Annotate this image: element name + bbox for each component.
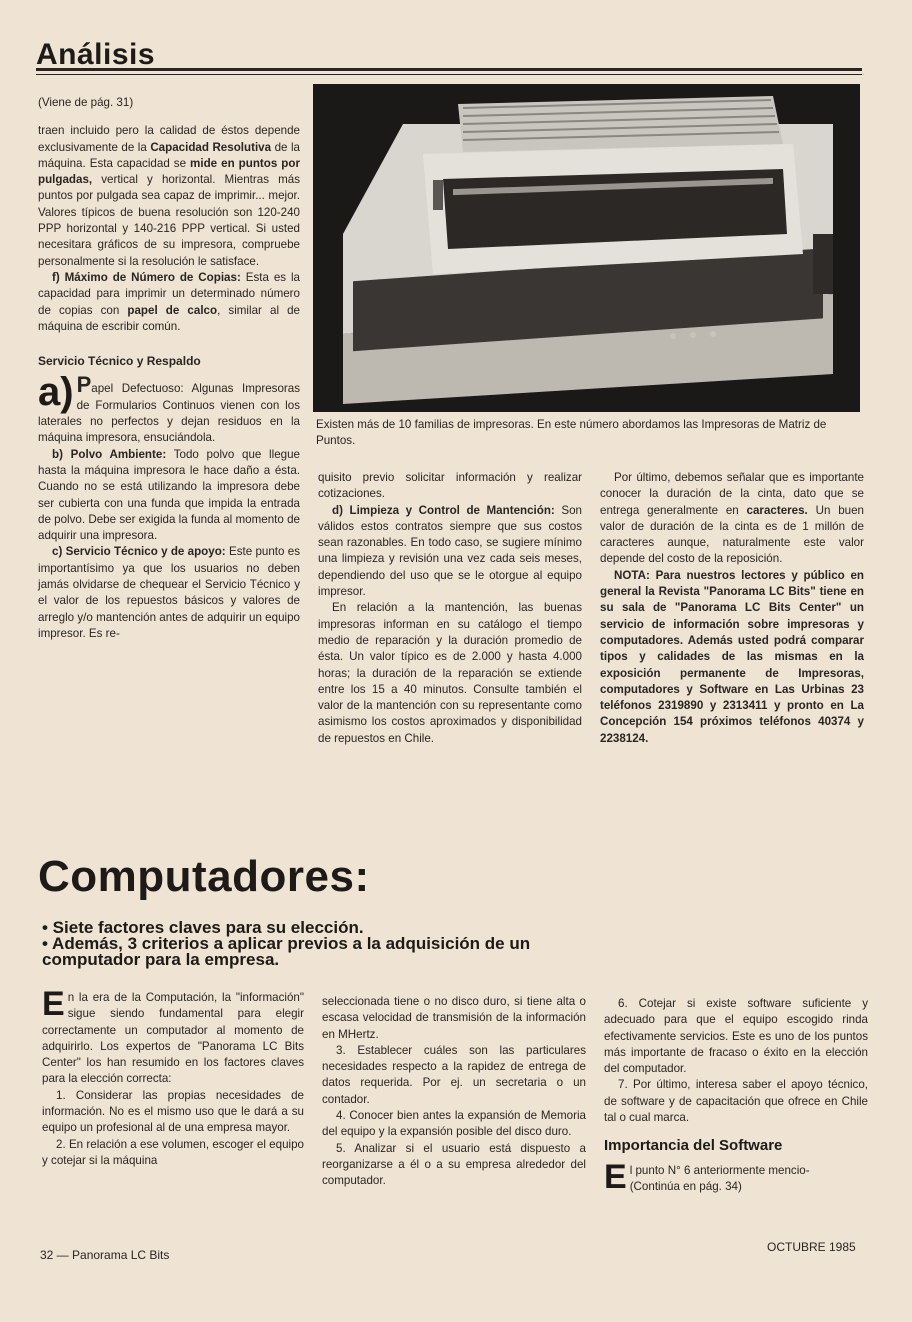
page-footer-right: OCTUBRE 1985 [767,1240,856,1254]
paragraph [600,470,864,568]
nota-paragraph: NOTA: Para nuestros lectores y público en general la Revista "Panorama LC Bits" tiene en su sala de "Panorama LC Bits Center" un servicio de información sobre impresoras y computadores. Además usted podrá comparar tipos y calidades de las mismas en la exposición permanente de Impresoras, computadores y Software en Las Urbinas 23 teléfonos 2319890 y 2313411 y pronto en La Concepción 154 próximos teléfonos 40374 y 2238124. [600,568,864,745]
text-bold: Capacidad Resolutiva [150,140,272,154]
text-bold: f) Máximo de Número de Copias: [52,270,241,284]
subheading: Servicio Técnico y Respaldo [38,354,201,369]
paragraph [38,447,300,545]
deck-bullet: • Siete factores claves para su elección. [42,918,364,937]
paragraph [318,503,582,601]
continued-on: (Continúa en pág. 34) [629,1179,742,1193]
text-bold: d) Limpieza y Control de Mantención: [332,503,555,517]
text: apel Defectuoso: Algunas Impresoras de Formularios Continuos vienen con los laterales no perfectos y dejan residuos en la máquina impresora, ensuciándola. [38,382,300,445]
text: traen incluido pero la calidad de éstos depende exclusivamente de la [38,124,300,154]
section-title: Análisis [36,38,156,71]
text: vertical y horizontal. Mientras más puntos por pulgada sea capaz de imprimir... mejor. Valores típicos de buena resolución son 120-240 PPP horizontal y 140-216 PPP vertical. Si usted necesitara gráficos de su impresora, compruebe personalmente si la resolución le satisface. [38,173,300,268]
subheading: Importancia del Software [604,1137,783,1155]
text-bold: caracteres. [746,503,808,517]
page-footer-left: 32 — Panorama LC Bits [40,1248,170,1262]
article-column-1 [42,985,304,1169]
article-column-3 [604,996,868,1195]
photo-caption: Existen más de 10 familias de impresoras. En este número abordamos las Impresoras de Matriz de Puntos. [316,418,827,447]
article-title: Computadores: [38,852,370,901]
paragraph: quisito previo solicitar información y realizar cotizaciones. [318,471,582,501]
article-column-2 [322,994,586,1190]
text: n la era de la Computación, la "información" sigue siendo fundamental para elegir correctamente un computador al momento de adquirirlo. Los expertos de "Panorama LC Bits Center" los han resumido en los factores claves para la elección correcta: [42,991,304,1086]
article-deck [42,920,602,968]
printer-illustration [313,84,860,412]
paragraph: 5. Analizar si el usuario está dispuesto a reorganizarse a él o a su empresa alrededor del computador. [322,1141,586,1188]
text-bold: c) Servicio Técnico y de apoyo: [52,545,226,559]
drop-cap: a) [38,370,74,415]
text: Esta es la capacidad para imprimir un determinado número de copias con [38,270,300,317]
paragraph: 2. En relación a ese volumen, escoger el equipo y cotejar si la máquina [42,1137,304,1167]
column-1 [38,95,300,642]
header-rule-thin [36,74,862,75]
text: Un buen valor de duración de la cinta es de 1 millón de caracteres aunque, naturalmente este valor depende del costo de la reposición. [600,503,864,566]
paragraph: 6. Cotejar si existe software suficiente y adecuado para que el equipo escogido rinda efectivamente servicios. Este es uno de los puntos más importante de fracaso o éxito en la elección del computador. [604,997,868,1076]
text: Por último, debemos señalar que es importante conocer la duración de la cinta, dato que se entrega generalmente en [600,471,864,517]
paragraph: seleccionada tiene o no disco duro, si tiene alta o escasa velocidad de transmisión de la información en MHertz. [322,995,586,1041]
text: l punto N° 6 anteriormente mencio- [629,1163,810,1177]
text: Todo polvo que llegue hasta la máquina impresora le hace daño a ésta. Cuando no se está utilizando la impresora debe ser cubierta con una funda que impida la entrada de polvo. Debe ser exigida la funda al momento de adquirir una impresora. [38,447,300,543]
paragraph [38,544,300,642]
paragraph [38,123,300,270]
paragraph: En relación a la mantención, las buenas impresoras informan en su catálogo el tiempo medio de reparación y la duración promedio de ésta. Un valor típico es de 2.000 y hasta 4.000 horas; la duración de la reparación se extiende entre los 15 a 40 minutos. Consulte también el valor de la mantención con su representante como asimismo los costos aproximados y disponibilidad de repuestos en Chile. [318,601,582,745]
paragraph: 4. Conocer bien antes la expansión de Memoria del equipo y la expansión posible del disco duro. [322,1109,586,1139]
continued-from: (Viene de pág. 31) [38,96,134,109]
initial-letter: P [76,372,92,398]
text-bold: papel de calco [127,303,218,317]
text: de la máquina. Esta capacidad se [38,140,300,170]
paragraph: 1. Considerar las propias necesidades de información. No es el mismo uso que le dará a su equipo un profesional al de una empresa mayor. [42,1088,304,1135]
paragraph [38,370,300,446]
text-bold: mide en puntos por pulgadas, [38,156,300,187]
paragraph: 7. Por último, interesa saber el apoyo técnico, de software y de capacitación que ofrece en Chile tal o cual marca. [604,1078,868,1125]
text: , similar al de máquina de escribir común. [38,303,301,333]
text-bold: b) Polvo Ambiente: [52,447,167,461]
drop-cap: E [42,985,65,1023]
text: Son válidos estos contratos siempre que sus costos sean razonables. En todo caso, se sugiere mínimo una limpieza y revisión una vez cada seis meses, dependiendo del uso que se le otorgue al equipo impresor. [318,503,582,599]
paragraph: 3. Establecer cuáles son las particulares necesidades respecto a la rapidez de entrega de datos requerida. Por ej. un secretaria o un contador. [322,1043,586,1106]
column-2 [318,470,582,747]
deck-bullet: • Además, 3 criterios a aplicar previos a la adquisición de un computador para la empresa. [42,934,531,969]
printer-photo [313,84,860,412]
column-3 [600,470,864,747]
paragraph [42,985,304,1088]
header-rule [36,68,862,71]
drop-cap: E [604,1157,627,1196]
text: Este punto es importantísimo ya que los usuarios no deben jamás olvidarse de chequear el Servicio Técnico y el valor de los repuestos básicos y valores de arreglo y/o mantención antes de adquirir un equipo impresor. Es re- [38,545,300,640]
paragraph [38,270,300,335]
